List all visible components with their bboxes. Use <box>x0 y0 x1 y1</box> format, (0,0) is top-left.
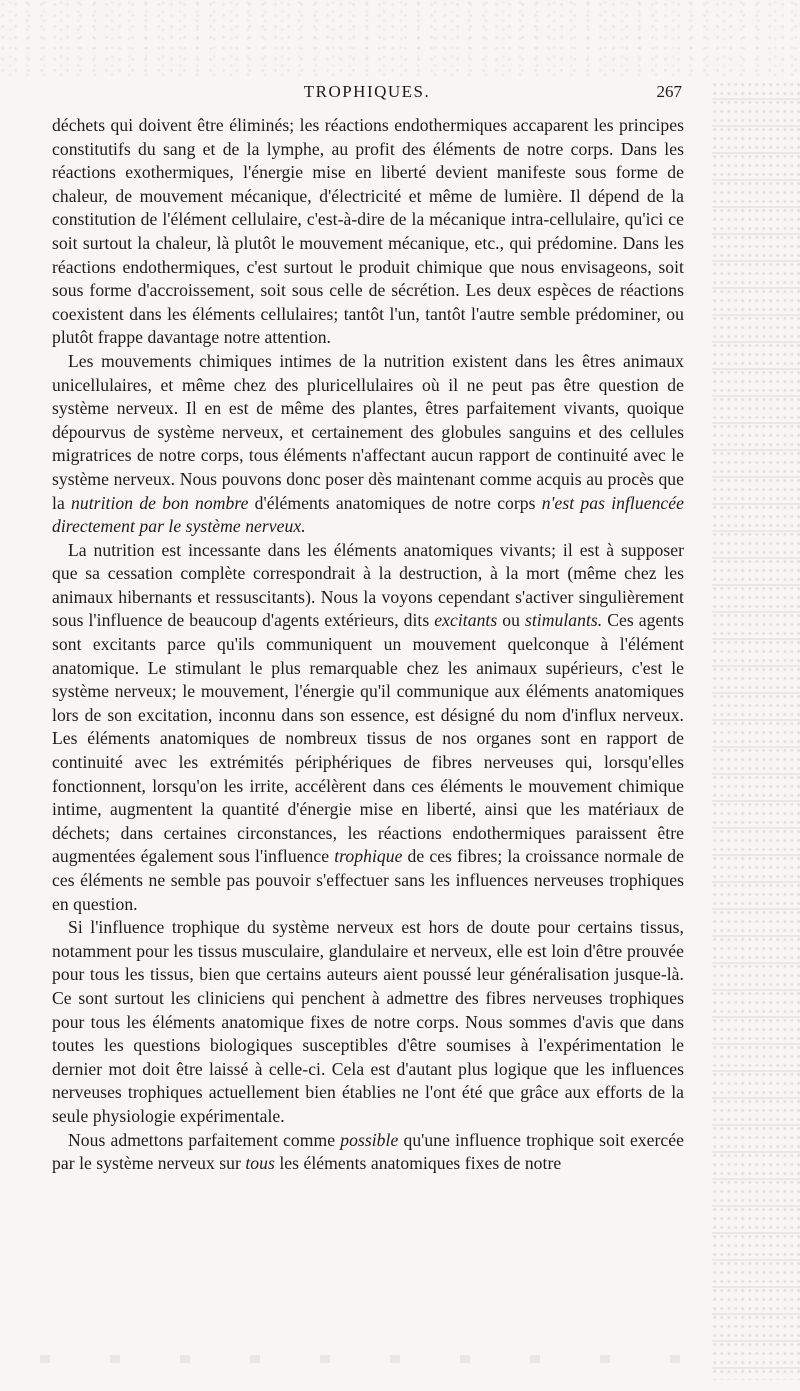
paragraph <box>52 350 684 539</box>
italic-text: trophique <box>334 846 403 867</box>
text-segment: Si l'influence trophique du système nerveux est hors de doute pour certains tissus, notamment pour les tissus musculaire, glandulaire et nerveux, elle est loin d'être prouvée pour tous les tissus, bien que certains auteurs aient poussé leur généralisation jusque-là. Ce sont surtout les cliniciens qui penchent à admettre des fibres nerveuses trophiques pour tous les éléments anatomique fixes de notre corps. Nous sommes d'avis que dans toutes les questions biologiques susceptibles d'être soumises à l'expérimentation le dernier mot doit être laissé à celle-ci. Cela est d'autant plus logique que les influences nerveuses trophiques actuellement bien établies ne l'ont été que grâce aux efforts de la seule physiologie expérimentale. <box>52 917 684 1126</box>
text-segment: La nutrition est incessante dans les éléments anatomiques vivants; il est à supposer que sa cessation complète correspondrait à la destruction, à la mort (même chez les animaux hibernants et ressuscitants). Nous la voyons cependant s'activer singulièrement sous l'influence de beaucoup d'agents extérieurs, dits <box>52 539 684 631</box>
text-segment: Ces agents sont excitants parce qu'ils communiquent un mouvement quelconque à l'élément anatomique. Le stimulant le plus remarquable chez les animaux supérieurs, c'est le système nerveux; le mouvement, l'énergie qu'il communique aux éléments anatomiques lors de son excitation, inconnu dans son essence, est désigné du nom d'influx nerveux. Les éléments anatomiques de nombreux tissus de nos organes sont en rapport de continuité avec les extrémités périphériques de fibres nerveuses qui, lorsqu'elles fonctionnent, lorsqu'on les irrite, accélèrent dans ces éléments le mouvement chimique intime, augmentent la quantité d'énergie mise en liberté, ainsi que les matériaux de déchets; dans certaines circonstances, les réactions endothermiques paraissent être augmentées également sous l'influence <box>52 610 685 867</box>
page-number: 267 <box>656 82 682 101</box>
paragraph <box>52 539 684 917</box>
text-segment: de ces fibres; la croissance normale de ces éléments ne semble pas pouvoir s'effectuer sans les influences nerveuses trophiques en question. <box>52 846 684 914</box>
italic-text: n'est pas influencée directement par le système nerveux. <box>52 492 685 537</box>
paragraph <box>52 114 684 350</box>
italic-text: possible <box>340 1129 399 1150</box>
text-segment: ou <box>497 610 525 631</box>
text-segment: Les mouvements chimiques intimes de la nutrition existent dans les êtres animaux unicellulaires, et même chez des pluricellulaires où il ne peut pas être question de système nerveux. Il en est de même des plantes, êtres parfaitement vivants, quoique dépourvus de système nerveux, et certainement des globules sanguins et des cellules migratrices de notre corps, tous éléments n'affectant aucun rapport de continuité avec le système nerveux. Nous pouvons donc poser dès maintenant comme acquis au procès que la <box>52 350 684 513</box>
italic-text: stimulants. <box>524 610 603 631</box>
scan-noise-right-margin <box>712 80 800 1380</box>
italic-text: excitants <box>434 610 498 631</box>
italic-text: nutrition de bon nombre <box>71 492 249 513</box>
text-segment: Nous admettons parfaitement comme <box>68 1129 341 1150</box>
text-segment: les éléments anatomiques fixes de notre <box>274 1153 562 1174</box>
page-header <box>52 82 682 106</box>
paragraph <box>52 1129 684 1176</box>
italic-text: tous <box>245 1153 275 1174</box>
text-segment: d'éléments anatomiques de notre corps <box>248 492 542 513</box>
paragraph <box>52 916 684 1128</box>
scan-noise-bottom <box>40 1355 740 1363</box>
running-title: TROPHIQUES. <box>303 82 431 101</box>
body-text <box>52 114 684 1176</box>
scan-noise-top <box>0 0 800 78</box>
text-segment: déchets qui doivent être éliminés; les réactions endothermiques accaparent les principes constitutifs du sang et de la lymphe, au profit des éléments de notre corps. Dans les réactions exothermiques, l'énergie mise en liberté devient manifeste sous forme de chaleur, de mouvement mécanique, d'électricité et même de lumière. Il dépend de la constitution de l'élément cellulaire, c'est-à-dire de la mécanique intra-cellulaire, qu'ici ce soit surtout la chaleur, là plutôt le mouvement mécanique, etc., qui prédomine. Dans les réactions endothermiques, c'est surtout le produit chimique que nous envisageons, soit sous forme d'accroissement, soit sous celle de sécrétion. Les deux espèces de réactions coexistent dans les éléments cellulaires; tantôt l'un, tantôt l'autre semble prédominer, ou plutôt frappe davantage notre attention. <box>52 115 684 348</box>
text-segment: qu'une influence trophique soit exercée par le système nerveux sur <box>52 1129 684 1174</box>
